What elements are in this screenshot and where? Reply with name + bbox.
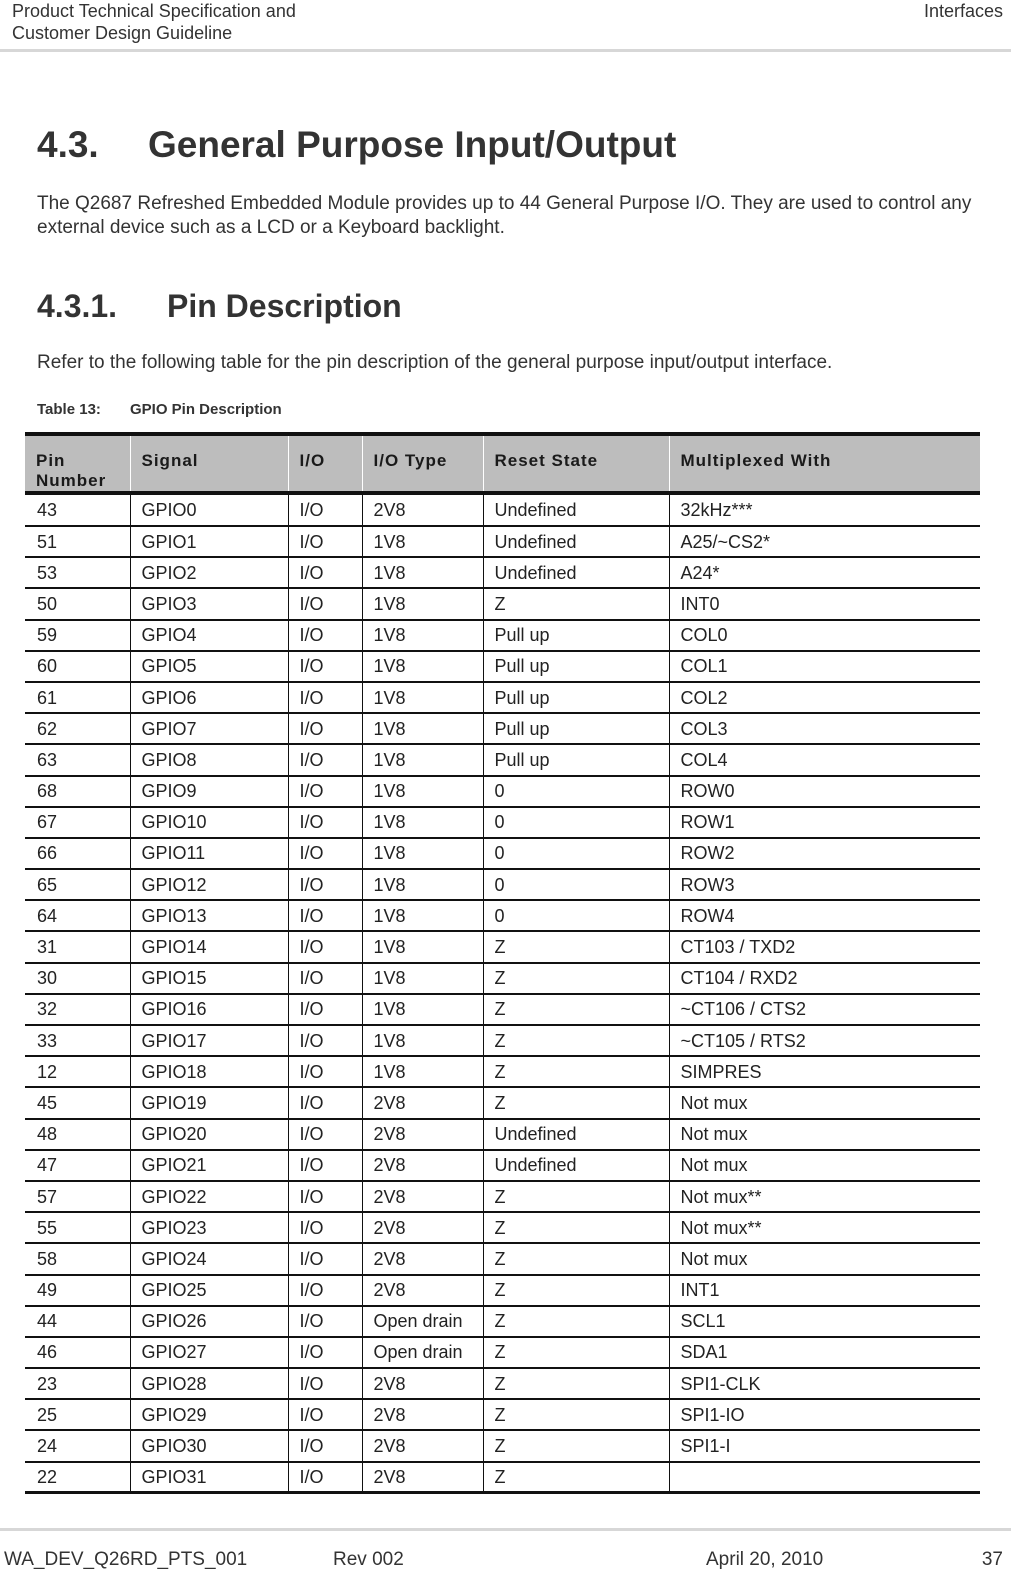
cell-io: I/O (288, 900, 362, 931)
cell-io-type: Open drain (362, 1337, 483, 1368)
cell-pin-number: 43 (25, 493, 130, 526)
cell-io: I/O (288, 994, 362, 1025)
cell-reset-state: Z (483, 963, 669, 994)
cell-io-type: 1V8 (362, 838, 483, 869)
section-title: General Purpose Input/Output (148, 124, 677, 165)
cell-reset-state: Pull up (483, 620, 669, 651)
cell-reset-state: Undefined (483, 1150, 669, 1181)
table-row (25, 1462, 980, 1493)
cell-io: I/O (288, 744, 362, 775)
cell-multiplexed-with: Not mux** (669, 1181, 980, 1212)
cell-pin-number: 53 (25, 557, 130, 588)
cell-io-type: 2V8 (362, 1150, 483, 1181)
cell-signal: GPIO30 (130, 1430, 288, 1461)
cell-io: I/O (288, 931, 362, 962)
cell-reset-state: Undefined (483, 1119, 669, 1150)
header-title-line2: Customer Design Guideline (12, 23, 233, 43)
header-chapter: Interfaces (923, 1, 1003, 21)
cell-io: I/O (288, 963, 362, 994)
cell-signal: GPIO27 (130, 1337, 288, 1368)
footer-revision: Rev 002 (333, 1549, 404, 1570)
cell-signal: GPIO26 (130, 1306, 288, 1337)
cell-multiplexed-with: ROW4 (669, 900, 980, 931)
table-row (25, 1337, 980, 1368)
cell-io-type: 1V8 (362, 1025, 483, 1056)
cell-pin-number: 57 (25, 1181, 130, 1212)
footer-page-number: 37 (981, 1549, 1003, 1570)
cell-pin-number: 65 (25, 869, 130, 900)
cell-io-type: 1V8 (362, 713, 483, 744)
subsection-title: Pin Description (167, 288, 402, 324)
cell-io-type: 1V8 (362, 620, 483, 651)
cell-multiplexed-with: SPI1-I (669, 1430, 980, 1461)
header-title-line1: Product Technical Specification and (12, 1, 296, 21)
table-row (25, 651, 980, 682)
cell-io: I/O (288, 776, 362, 807)
cell-io-type: 2V8 (362, 1087, 483, 1118)
cell-signal: GPIO29 (130, 1399, 288, 1430)
cell-reset-state: Z (483, 1056, 669, 1087)
cell-reset-state: Z (483, 1212, 669, 1243)
cell-signal: GPIO9 (130, 776, 288, 807)
cell-multiplexed-with: A25/~CS2* (669, 526, 980, 557)
cell-multiplexed-with: SIMPRES (669, 1056, 980, 1087)
cell-pin-number: 49 (25, 1275, 130, 1306)
cell-io: I/O (288, 1119, 362, 1150)
cell-signal: GPIO31 (130, 1462, 288, 1493)
cell-io-type: 1V8 (362, 651, 483, 682)
cell-pin-number: 66 (25, 838, 130, 869)
cell-io-type: 1V8 (362, 1056, 483, 1087)
cell-signal: GPIO20 (130, 1119, 288, 1150)
subsection-text: Refer to the following table for the pin description of the general purpose input/output interface. (37, 352, 833, 373)
cell-multiplexed-with: ~CT105 / RTS2 (669, 1025, 980, 1056)
cell-io-type: 2V8 (362, 1212, 483, 1243)
cell-pin-number: 23 (25, 1368, 130, 1399)
cell-pin-number: 59 (25, 620, 130, 651)
cell-multiplexed-with: Not mux (669, 1150, 980, 1181)
gpio-pin-table (25, 432, 980, 1494)
cell-pin-number: 62 (25, 713, 130, 744)
cell-reset-state: Z (483, 1430, 669, 1461)
cell-multiplexed-with: ROW2 (669, 838, 980, 869)
cell-reset-state: Z (483, 1337, 669, 1368)
cell-signal: GPIO8 (130, 744, 288, 775)
cell-pin-number: 50 (25, 588, 130, 619)
footer-doc-id: WA_DEV_Q26RD_PTS_001 (4, 1549, 248, 1570)
cell-pin-number: 45 (25, 1087, 130, 1118)
cell-reset-state: Z (483, 1025, 669, 1056)
cell-multiplexed-with: ROW1 (669, 807, 980, 838)
cell-io-type: 1V8 (362, 931, 483, 962)
cell-multiplexed-with (669, 1462, 980, 1493)
cell-io: I/O (288, 1150, 362, 1181)
cell-signal: GPIO1 (130, 526, 288, 557)
cell-signal: GPIO15 (130, 963, 288, 994)
page-footer (0, 1528, 1011, 1583)
cell-reset-state: Z (483, 1368, 669, 1399)
table-caption (37, 401, 282, 418)
cell-signal: GPIO0 (130, 493, 288, 526)
cell-signal: GPIO24 (130, 1243, 288, 1274)
table-row (25, 1275, 980, 1306)
cell-io: I/O (288, 557, 362, 588)
table-row (25, 1368, 980, 1399)
cell-reset-state: Pull up (483, 682, 669, 713)
cell-signal: GPIO4 (130, 620, 288, 651)
cell-io-type: 2V8 (362, 1181, 483, 1212)
table-row (25, 1150, 980, 1181)
cell-io-type: 2V8 (362, 1275, 483, 1306)
table-row (25, 931, 980, 962)
cell-reset-state: 0 (483, 869, 669, 900)
cell-signal: GPIO22 (130, 1181, 288, 1212)
cell-io-type: 2V8 (362, 1368, 483, 1399)
cell-multiplexed-with: INT1 (669, 1275, 980, 1306)
cell-io: I/O (288, 1181, 362, 1212)
cell-signal: GPIO17 (130, 1025, 288, 1056)
cell-pin-number: 64 (25, 900, 130, 931)
cell-pin-number: 12 (25, 1056, 130, 1087)
cell-io: I/O (288, 526, 362, 557)
cell-multiplexed-with: COL4 (669, 744, 980, 775)
cell-signal: GPIO19 (130, 1087, 288, 1118)
cell-reset-state: Z (483, 1306, 669, 1337)
table-row (25, 807, 980, 838)
cell-multiplexed-with: COL0 (669, 620, 980, 651)
cell-io-type: 1V8 (362, 744, 483, 775)
cell-pin-number: 33 (25, 1025, 130, 1056)
table-row (25, 963, 980, 994)
cell-multiplexed-with: CT103 / TXD2 (669, 931, 980, 962)
cell-pin-number: 55 (25, 1212, 130, 1243)
table-row (25, 1306, 980, 1337)
table-row (25, 900, 980, 931)
cell-multiplexed-with: SDA1 (669, 1337, 980, 1368)
cell-io-type: 2V8 (362, 1462, 483, 1493)
section-heading (37, 124, 676, 166)
table-row (25, 557, 980, 588)
cell-io: I/O (288, 651, 362, 682)
cell-io: I/O (288, 838, 362, 869)
cell-io: I/O (288, 1056, 362, 1087)
section-number: 4.3. (37, 124, 99, 165)
cell-io: I/O (288, 1462, 362, 1493)
cell-pin-number: 44 (25, 1306, 130, 1337)
cell-io-type: 1V8 (362, 994, 483, 1025)
table-row (25, 713, 980, 744)
cell-reset-state: Undefined (483, 557, 669, 588)
cell-reset-state: Z (483, 931, 669, 962)
cell-signal: GPIO5 (130, 651, 288, 682)
cell-pin-number: 60 (25, 651, 130, 682)
cell-pin-number: 61 (25, 682, 130, 713)
cell-reset-state: Z (483, 588, 669, 619)
cell-reset-state: 0 (483, 807, 669, 838)
cell-multiplexed-with: ~CT106 / CTS2 (669, 994, 980, 1025)
table-caption-title: GPIO Pin Description (130, 401, 282, 418)
cell-pin-number: 25 (25, 1399, 130, 1430)
table-row (25, 1181, 980, 1212)
cell-reset-state: Pull up (483, 651, 669, 682)
cell-reset-state: Z (483, 1181, 669, 1212)
cell-io-type: 1V8 (362, 963, 483, 994)
cell-reset-state: 0 (483, 838, 669, 869)
cell-io-type: 1V8 (362, 900, 483, 931)
cell-pin-number: 22 (25, 1462, 130, 1493)
table-row (25, 1430, 980, 1461)
cell-reset-state: Z (483, 1462, 669, 1493)
cell-reset-state: Z (483, 1243, 669, 1274)
column-header-io: I/O (288, 434, 362, 493)
cell-io: I/O (288, 869, 362, 900)
cell-reset-state: Z (483, 1087, 669, 1118)
cell-pin-number: 30 (25, 963, 130, 994)
section-intro: The Q2687 Refreshed Embedded Module provides up to 44 General Purpose I/O. They are used to control any external device such as a LCD or a Keyboard backlight. (37, 193, 972, 238)
cell-io-type: 1V8 (362, 869, 483, 900)
cell-io-type: 2V8 (362, 1119, 483, 1150)
table-caption-label: Table 13: (37, 401, 101, 418)
table-row (25, 1025, 980, 1056)
cell-reset-state: Z (483, 994, 669, 1025)
cell-multiplexed-with: 32kHz*** (669, 493, 980, 526)
cell-signal: GPIO12 (130, 869, 288, 900)
cell-io: I/O (288, 807, 362, 838)
header-document-title (12, 0, 296, 44)
cell-signal: GPIO7 (130, 713, 288, 744)
table-row (25, 588, 980, 619)
cell-pin-number: 67 (25, 807, 130, 838)
table-row (25, 869, 980, 900)
table-row (25, 1243, 980, 1274)
cell-multiplexed-with: A24* (669, 557, 980, 588)
cell-io: I/O (288, 588, 362, 619)
page-header (0, 0, 1011, 52)
cell-io-type: 2V8 (362, 1243, 483, 1274)
table-row (25, 1056, 980, 1087)
table-row (25, 526, 980, 557)
cell-io: I/O (288, 1212, 362, 1243)
cell-io: I/O (288, 1337, 362, 1368)
cell-io: I/O (288, 1430, 362, 1461)
cell-io: I/O (288, 620, 362, 651)
cell-io-type: 1V8 (362, 776, 483, 807)
cell-reset-state: Z (483, 1399, 669, 1430)
cell-reset-state: Undefined (483, 493, 669, 526)
cell-signal: GPIO2 (130, 557, 288, 588)
cell-io: I/O (288, 682, 362, 713)
cell-io: I/O (288, 1399, 362, 1430)
table-row (25, 1212, 980, 1243)
cell-reset-state: Pull up (483, 713, 669, 744)
cell-multiplexed-with: COL3 (669, 713, 980, 744)
cell-pin-number: 31 (25, 931, 130, 962)
cell-io: I/O (288, 1368, 362, 1399)
cell-io: I/O (288, 1025, 362, 1056)
cell-pin-number: 48 (25, 1119, 130, 1150)
cell-io: I/O (288, 1087, 362, 1118)
cell-multiplexed-with: ROW3 (669, 869, 980, 900)
cell-io-type: 2V8 (362, 1430, 483, 1461)
cell-signal: GPIO14 (130, 931, 288, 962)
table-row (25, 994, 980, 1025)
cell-signal: GPIO23 (130, 1212, 288, 1243)
table-row (25, 620, 980, 651)
cell-io: I/O (288, 1275, 362, 1306)
cell-io-type: 1V8 (362, 807, 483, 838)
table-header-row (25, 434, 980, 493)
cell-io: I/O (288, 713, 362, 744)
cell-pin-number: 51 (25, 526, 130, 557)
table-row (25, 1399, 980, 1430)
cell-reset-state: 0 (483, 900, 669, 931)
cell-io-type: 1V8 (362, 682, 483, 713)
cell-io-type: 1V8 (362, 588, 483, 619)
cell-multiplexed-with: SCL1 (669, 1306, 980, 1337)
cell-io: I/O (288, 1243, 362, 1274)
cell-signal: GPIO10 (130, 807, 288, 838)
cell-pin-number: 58 (25, 1243, 130, 1274)
cell-multiplexed-with: COL2 (669, 682, 980, 713)
column-header-multiplexed-with: Multiplexed With (669, 434, 980, 493)
cell-pin-number: 68 (25, 776, 130, 807)
cell-multiplexed-with: COL1 (669, 651, 980, 682)
cell-io-type: 1V8 (362, 557, 483, 588)
cell-multiplexed-with: Not mux** (669, 1212, 980, 1243)
cell-io: I/O (288, 493, 362, 526)
table-row (25, 838, 980, 869)
cell-reset-state: 0 (483, 776, 669, 807)
cell-multiplexed-with: Not mux (669, 1087, 980, 1118)
cell-reset-state: Z (483, 1275, 669, 1306)
table-body (25, 493, 980, 1493)
cell-io: I/O (288, 1306, 362, 1337)
cell-io-type: 2V8 (362, 1399, 483, 1430)
table-row (25, 493, 980, 526)
column-header-io-type: I/O Type (362, 434, 483, 493)
cell-signal: GPIO11 (130, 838, 288, 869)
cell-multiplexed-with: Not mux (669, 1119, 980, 1150)
cell-multiplexed-with: CT104 / RXD2 (669, 963, 980, 994)
cell-multiplexed-with: SPI1-CLK (669, 1368, 980, 1399)
cell-signal: GPIO6 (130, 682, 288, 713)
subsection-number: 4.3.1. (37, 288, 118, 324)
column-header-pin-number: Pin Number (25, 434, 130, 493)
cell-signal: GPIO3 (130, 588, 288, 619)
cell-pin-number: 46 (25, 1337, 130, 1368)
cell-multiplexed-with: Not mux (669, 1243, 980, 1274)
cell-signal: GPIO16 (130, 994, 288, 1025)
cell-signal: GPIO28 (130, 1368, 288, 1399)
cell-io-type: Open drain (362, 1306, 483, 1337)
cell-signal: GPIO25 (130, 1275, 288, 1306)
cell-multiplexed-with: INT0 (669, 588, 980, 619)
cell-io-type: 1V8 (362, 526, 483, 557)
cell-pin-number: 47 (25, 1150, 130, 1181)
column-header-reset-state: Reset State (483, 434, 669, 493)
column-header-signal: Signal (130, 434, 288, 493)
table-row (25, 1087, 980, 1118)
cell-pin-number: 32 (25, 994, 130, 1025)
cell-signal: GPIO21 (130, 1150, 288, 1181)
footer-date: April 20, 2010 (706, 1549, 824, 1570)
cell-multiplexed-with: SPI1-IO (669, 1399, 980, 1430)
cell-io-type: 2V8 (362, 493, 483, 526)
table-row (25, 776, 980, 807)
cell-signal: GPIO13 (130, 900, 288, 931)
cell-reset-state: Pull up (483, 744, 669, 775)
table-row (25, 682, 980, 713)
cell-pin-number: 63 (25, 744, 130, 775)
table-row (25, 1119, 980, 1150)
table-row (25, 744, 980, 775)
cell-signal: GPIO18 (130, 1056, 288, 1087)
cell-multiplexed-with: ROW0 (669, 776, 980, 807)
cell-reset-state: Undefined (483, 526, 669, 557)
subsection-heading (37, 288, 402, 325)
cell-pin-number: 24 (25, 1430, 130, 1461)
